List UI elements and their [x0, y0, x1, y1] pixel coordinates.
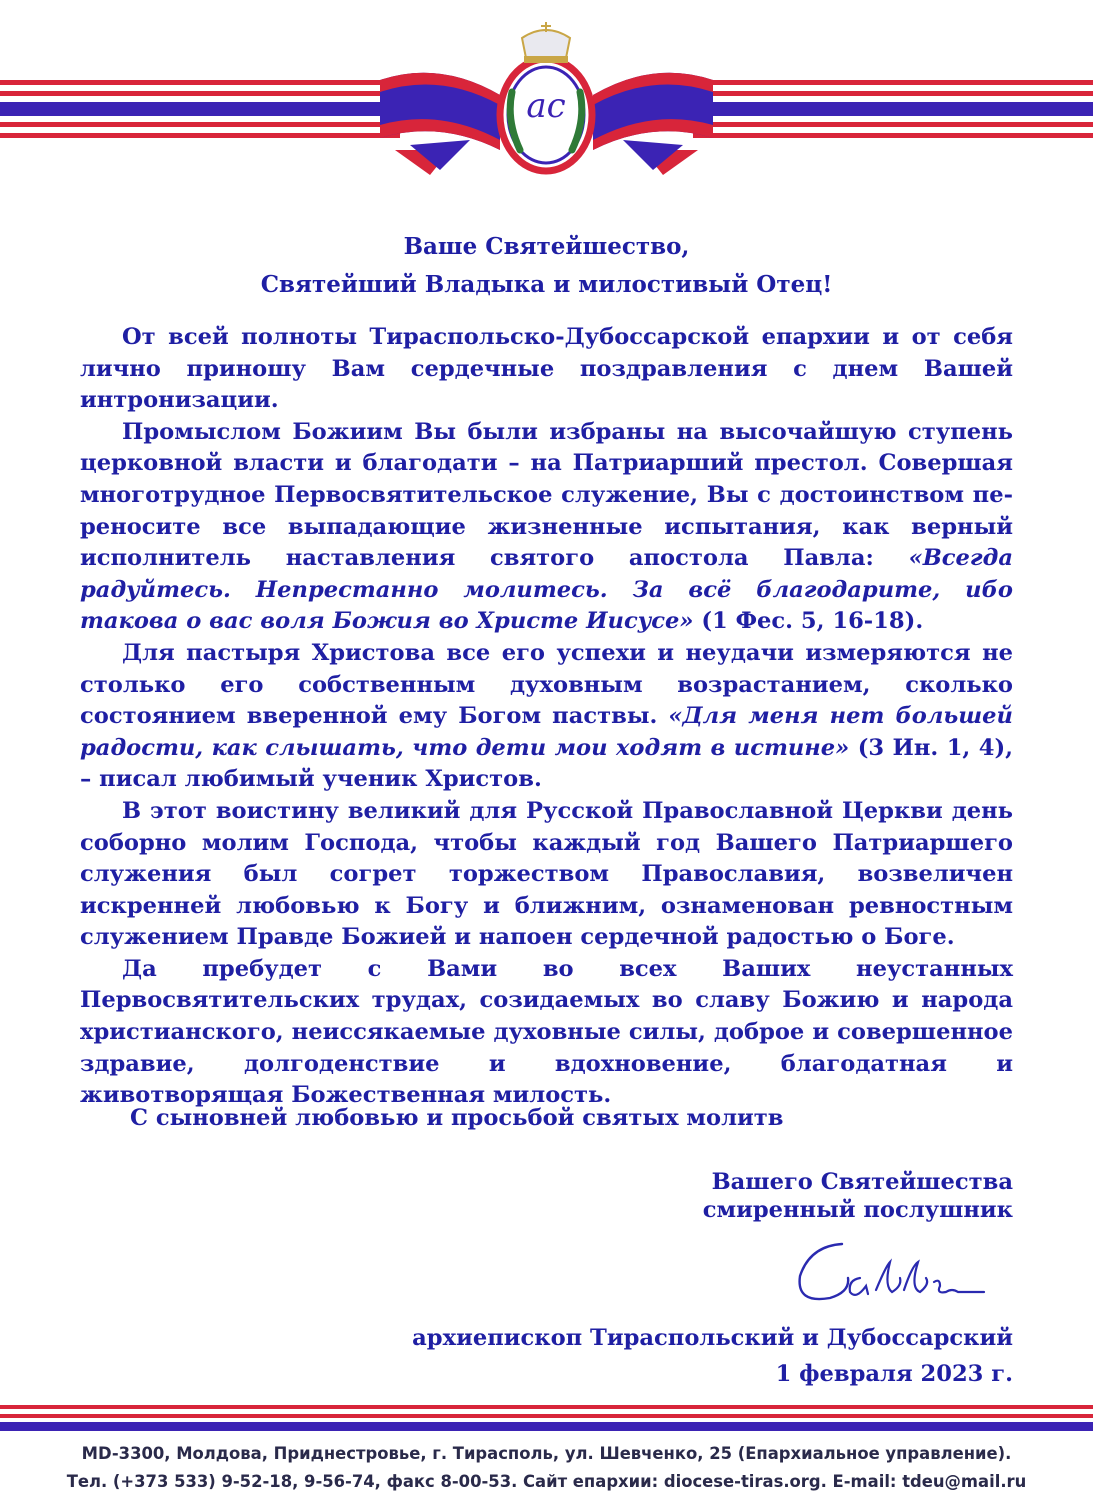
bishop-block [412, 1320, 1013, 1392]
signature-line-2: смиренный послушник [702, 1197, 1013, 1223]
paragraph-1: От всей полноты Тираспольско-Дубоссарской епархии и от себя лично приношу Вам сердечные поздравления с днем Вашей интронизации. [80, 324, 1013, 414]
bishop-title: архиепископ Тираспольский и Дубоссарский [412, 1325, 1013, 1351]
emblem-monogram: ас [526, 86, 566, 126]
letter-body [80, 322, 1013, 1112]
paragraph-2 [80, 417, 1013, 638]
signature-line-1: Вашего Святейшества [711, 1169, 1013, 1195]
greeting-line-2: Святейший Владыка и милостивый Отец! [260, 271, 833, 298]
right-ribbon-fold [593, 73, 713, 175]
footer [0, 1440, 1093, 1496]
paragraph-3 [80, 638, 1013, 796]
paragraph-3-reference: (3 Ин. 1, 4), – писал любимый ученик Христов. [80, 734, 1013, 793]
closing-line: С сыновней любовью и просьбой святых молитв [130, 1105, 784, 1131]
footer-stripes [0, 1405, 1093, 1435]
left-ribbon-fold [380, 73, 500, 175]
paragraph-2-quote: «Всегда радуйтесь. Непрестанно молитесь. За всё благодарите, ибо такова о вас воля Божия во Христе Иисусе» [80, 545, 1013, 635]
left-ribbon-stripes [0, 80, 400, 138]
paragraph-3-quote: «Для меня нет большей радости, как слышать, что дети мои ходят в истине» [80, 703, 1013, 761]
paragraph-3-text: Для пастыря Христова все его успехи и неудачи измеряются не столько его собственным духовным возрастанием, сколько состоянием вверенной ему Богом паствы. [80, 639, 1013, 730]
footer-address: MD-3300, Молдова, Приднестровье, г. Тирасполь, ул. Шевченко, 25 (Епархиальное управление). [81, 1444, 1012, 1463]
signature-block [703, 1168, 1013, 1224]
paragraph-2-text: Промыслом Божиим Вы были избраны на высочайшую ступень церковной власти и благодати – на Патриарший престол. Совершая многотрудное Первосвятительское служение, Вы с достоинством переносите все выпадающие жизненные испытания, как верный исполнитель наставления святого апостола Павла: [80, 418, 1013, 572]
footer-contacts: Тел. (+373 533) 9-52-18, 9-56-74, факс 8-00-53. Сайт епархии: diocese-tiras.org. E-mail: tdeu@mail.ru [66, 1472, 1027, 1491]
paragraph-4: В этот воистину великий для Русской Православной Церкви день соборно молим Господа, чтобы каждый год Вашего Патриаршего служения был согрет торжеством Православия, возвеличен искренней любовью к Богу и ближним, ознаменован ревностным служением Правде Божией и напоен сердечной радостью о Боге. [80, 797, 1013, 951]
greeting-line-1: Ваше Святейшество, [403, 233, 690, 260]
handwritten-signature [790, 1226, 990, 1316]
greeting [0, 228, 1093, 304]
paragraph-5: Да пребудет с Вами во всех Ваших неустанных Первосвятительских трудах, созидаемых во славу Божию и народа христианского, неиссякаемые духовные силы, доброе и совершенное здравие, долгоденствие и вдохновение, благодатная и животворящая Божественная милость. [80, 955, 1013, 1109]
paragraph-2-reference: (1 Фес. 5, 16-18). [693, 608, 924, 635]
right-ribbon-stripes [693, 80, 1093, 138]
letter-date: 1 февраля 2023 г. [775, 1361, 1013, 1387]
